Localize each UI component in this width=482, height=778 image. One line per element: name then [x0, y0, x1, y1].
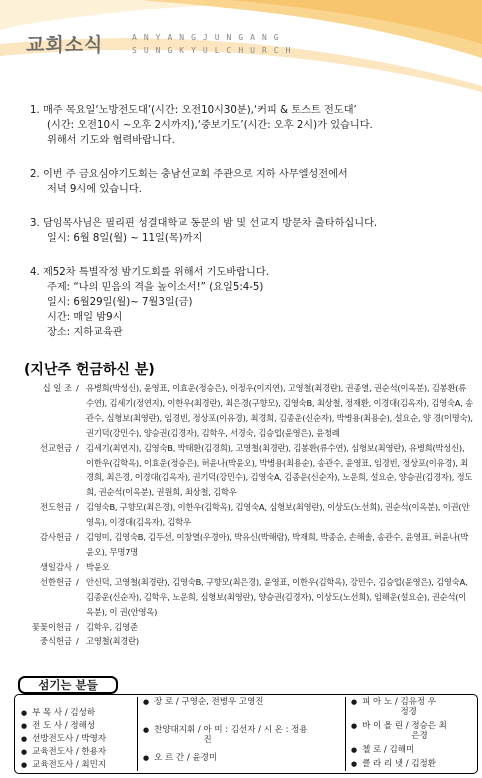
offering-row: [18, 530, 473, 560]
offering-names: 김영미, 김영숙B, 김두선, 이창열(우경아), 박유신(박해람), 박재희, 박종순, 손해솔, 송관수, 윤영표, 허윤나(박윤오), 무명7명: [86, 532, 469, 557]
offering-category: 꽃꽂이헌금: [31, 621, 72, 632]
servers-box: [14, 694, 478, 774]
bullet-icon: ●: [21, 722, 28, 730]
offering-names: 안신덕, 고영철(최경란), 김영숙B, 구향모(최은경), 윤영표, 이한우(김학옥), 강민수, 김승업(윤영은), 김영숙A, 김종운(신순자), 김학우, 노운희, 심형보(최영란), 양승권(김경자), 이상도(노선희), 임해운(설요순), 권순석(이옥분), 이 권(안영옥): [86, 576, 468, 617]
separator: /: [76, 621, 79, 632]
separator: /: [76, 502, 79, 513]
notice-item-1: [30, 103, 470, 148]
offering-category: 감사헌금: [39, 532, 72, 543]
notice-line: 위해서 기도와 협력바랍니다.: [47, 135, 175, 146]
servers-section-title: 섬기는 분들: [18, 676, 118, 694]
offering-row: [18, 500, 473, 530]
offering-row: [18, 381, 473, 441]
church-news-logo: 교회소식: [26, 34, 104, 56]
bullet-icon: ●: [351, 760, 358, 768]
notice-line: 2. 이번 주 금요심야기도회는 충남선교회 주관으로 지하 사무엘성전에서: [30, 169, 348, 180]
notice-line: 주제: “나의 믿음의 격을 높이소서!” (요일5:4-5): [47, 282, 264, 293]
column-divider: [137, 697, 138, 771]
offering-category: 전도헌금: [39, 502, 72, 513]
bullet-icon: ●: [143, 754, 150, 762]
bullet-icon: ●: [21, 761, 28, 769]
separator: /: [76, 576, 79, 587]
server-item: ● 교육전도사 / 한용자: [21, 747, 107, 757]
server-item: ● 부 목 사 / 김성하: [21, 708, 96, 718]
separator: /: [76, 383, 79, 393]
offering-row: [18, 441, 473, 501]
offering-category: 중식헌금: [39, 636, 72, 647]
server-item: ● 피 아 노 / 김유정 우정경: [351, 697, 436, 717]
offering-names: 고영철(최경란): [86, 636, 139, 647]
bullet-icon: ●: [21, 748, 28, 756]
separator: /: [76, 532, 79, 543]
offering-names: 김학우, 김영준: [86, 621, 138, 632]
server-item: ● 전 도 사 / 정해성: [21, 721, 96, 731]
offering-category: 생일감사: [39, 561, 72, 572]
church-name-line1: ANYANGJUNGANG: [132, 33, 286, 42]
notice-line: 시간: 매일 밤9시: [47, 312, 123, 323]
offering-table: [18, 381, 473, 649]
offering-row: [18, 575, 473, 620]
offering-names: 박윤오: [86, 561, 110, 572]
notice-line: 4. 제52차 특별작정 밤기도회를 위해서 기도바랍니다.: [30, 267, 269, 278]
bullet-icon: ●: [143, 726, 150, 734]
separator: /: [76, 561, 79, 572]
separator: /: [76, 636, 79, 647]
server-item: ● 오 르 간 / 윤경미: [143, 753, 218, 763]
bullet-icon: ●: [351, 698, 358, 706]
offering-names: 유병희(박성신), 윤영표, 이효운(정승은), 이정우(이지연), 고영철(최경란), 권종열, 권순석(이옥분), 김봉환(류수연), 김세기(정연지), 이한우(최경란), 최은경(구향모), 김영숙B, 최상철, 정재환, 이경대(김옥자), 김영숙A, 송관수, 심형보(최영란), 임경빈, 정상포(이유경), 최경희, 김종운(신순자), 박병용(최용순), 설요순, 양 경(이명숙), 권기덕(강민수), 양승권(김경자), 김학우, 서경숙, 김승업(윤영은), 윤청례: [86, 383, 473, 438]
offering-names: 김세기(최연지), 김영숙B, 박태환(김경희), 고영철(최경란), 김봉환(류수연), 심형보(최영란), 유병희(박성신), 이한우(김학옥), 이효운(정승은), 허윤나(박윤오), 박병용(최용순), 송관수, 윤영표, 임경빈, 정상포(이유경), 최경희, 최은경, 이경대(김옥자), 권기덕(강민수), 김영숙A, 김종운(신순자), 노운희, 설요순, 양승권(김경자), 정도희, 권순석(이옥분), 권원희, 최상철, 김학우: [86, 442, 473, 498]
notice-item-2: [30, 167, 470, 197]
notice-list: [30, 103, 470, 359]
server-item: ● 교육전도사 / 최민지: [21, 760, 107, 770]
header-banner: [0, 0, 482, 92]
offering-category: 선교헌금: [39, 442, 72, 453]
bullet-icon: ●: [351, 746, 358, 754]
offering-category: 십 일 조: [42, 383, 72, 393]
server-item: ● 첼 로 / 김해미: [351, 745, 415, 755]
notice-line: 저녁 9시에 있습니다.: [47, 184, 142, 195]
notice-line: 1. 매주 목요일‘노방전도대’(시간: 오전10시30분),‘커피 & 토스트 전도대’: [30, 105, 357, 116]
church-english-name: [132, 31, 297, 57]
notice-line: 3. 담임목사님은 필리핀 성결대학교 동문의 밤 및 선교지 방문차 출타하십니다.: [30, 218, 378, 229]
notice-line: 일시: 6월29일(월)~ 7월3일(금): [47, 297, 193, 308]
offering-row: [18, 620, 473, 635]
offering-row: [18, 560, 473, 575]
bullet-icon: ●: [21, 735, 28, 743]
notice-line: 일시: 6월 8일(월) ~ 11일(목)까지: [47, 233, 203, 244]
server-item: ● 찬양대지휘 / 아 미 : 김선자 / 시 온 : 정용진: [143, 725, 308, 745]
notice-line: (시간: 오전10시 ~오후 2시까지),‘중보기도’(시간: 오후 2시)가 있습니다.: [47, 120, 373, 131]
offering-names: 김영숙B, 구향모(최은경), 이한우(김학옥), 김영숙A, 심형보(최영란), 이상도(노선희), 권순석(이옥분), 이권(안영옥), 이경대(김옥자), 김학우: [86, 502, 470, 528]
bullet-icon: ●: [143, 698, 150, 706]
server-item: ● 선방전도사 / 박영자: [21, 734, 107, 744]
offering-row: [18, 634, 473, 649]
offering-section-title: (지난주 헌금하신 분): [24, 362, 155, 378]
offering-category: 선한헌금: [39, 576, 72, 587]
bullet-icon: ●: [21, 709, 28, 717]
notice-item-3: [30, 216, 470, 246]
notice-line: 장소: 지하교육관: [47, 327, 123, 338]
server-item: ● 바 이 올 린 / 정승은 최은경: [351, 721, 447, 741]
separator: /: [76, 442, 79, 453]
server-item: ● 장 로 / 구영순, 전병우 고영진: [143, 697, 264, 707]
server-item: ● 클 라 리 넷 / 김정환: [351, 759, 436, 769]
column-divider: [345, 697, 346, 771]
notice-item-4: [30, 265, 470, 340]
bullet-icon: ●: [351, 722, 358, 730]
church-name-line2: SUNGKYULCHURCH: [132, 46, 298, 55]
